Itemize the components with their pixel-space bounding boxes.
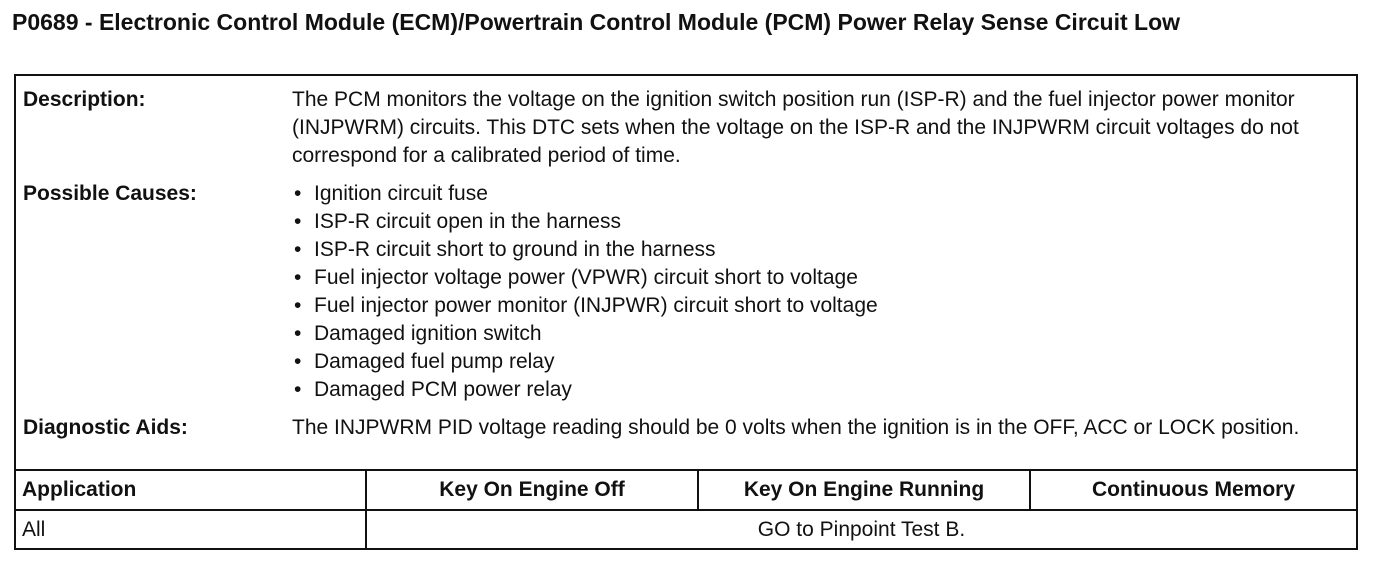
application-cell: All <box>16 510 366 549</box>
dtc-info-box <box>14 74 1358 550</box>
bullet-icon: • <box>294 378 302 401</box>
bullet-icon: • <box>294 350 302 373</box>
dtc-details <box>16 76 1356 469</box>
list-item: • Ignition circuit fuse <box>292 180 1342 208</box>
list-item: • Fuel injector power monitor (INJPWR) circuit short to voltage <box>292 292 1342 320</box>
page-title: P0689 - Electronic Control Module (ECM)/Powertrain Control Module (PCM) Power Relay Sense Circuit Low <box>12 9 1181 35</box>
table-row <box>16 510 1356 549</box>
column-header-koer: Key On Engine Running <box>698 470 1030 510</box>
bullet-icon: • <box>294 294 302 317</box>
list-item: • Fuel injector voltage power (VPWR) circuit short to voltage <box>292 264 1342 292</box>
diagnostic-aids-label: Diagnostic Aids: <box>23 416 188 439</box>
bullet-icon: • <box>294 266 302 289</box>
diagnostic-aids-text: The INJPWRM PID voltage reading should be 0 volts when the ignition is in the OFF, ACC or LOCK position. <box>292 416 1300 439</box>
description-text: The PCM monitors the voltage on the ignition switch position run (ISP-R) and the fuel injector power monitor (INJPWRM) circuits. This DTC sets when the voltage on the ISP-R and the INJPWRM circuit voltages do not correspond for a calibrated period of time. <box>292 88 1299 167</box>
list-item: • Damaged ignition switch <box>292 320 1342 348</box>
column-header-koeo: Key On Engine Off <box>366 470 698 510</box>
list-item: • ISP-R circuit short to ground in the harness <box>292 236 1342 264</box>
bullet-icon: • <box>294 238 302 261</box>
description-label: Description: <box>23 88 146 111</box>
list-item: • Damaged fuel pump relay <box>292 348 1342 376</box>
column-header-application: Application <box>16 470 366 510</box>
action-cell: GO to Pinpoint Test B. <box>366 510 1356 549</box>
possible-causes-label: Possible Causes: <box>23 182 197 205</box>
table-header-row <box>16 470 1356 510</box>
bullet-icon: • <box>294 182 302 205</box>
bullet-icon: • <box>294 210 302 233</box>
application-table <box>16 469 1356 549</box>
possible-causes-list <box>292 180 1342 404</box>
bullet-icon: • <box>294 322 302 345</box>
list-item: • Damaged PCM power relay <box>292 376 1342 404</box>
list-item: • ISP-R circuit open in the harness <box>292 208 1342 236</box>
column-header-continuous-memory: Continuous Memory <box>1030 470 1356 510</box>
